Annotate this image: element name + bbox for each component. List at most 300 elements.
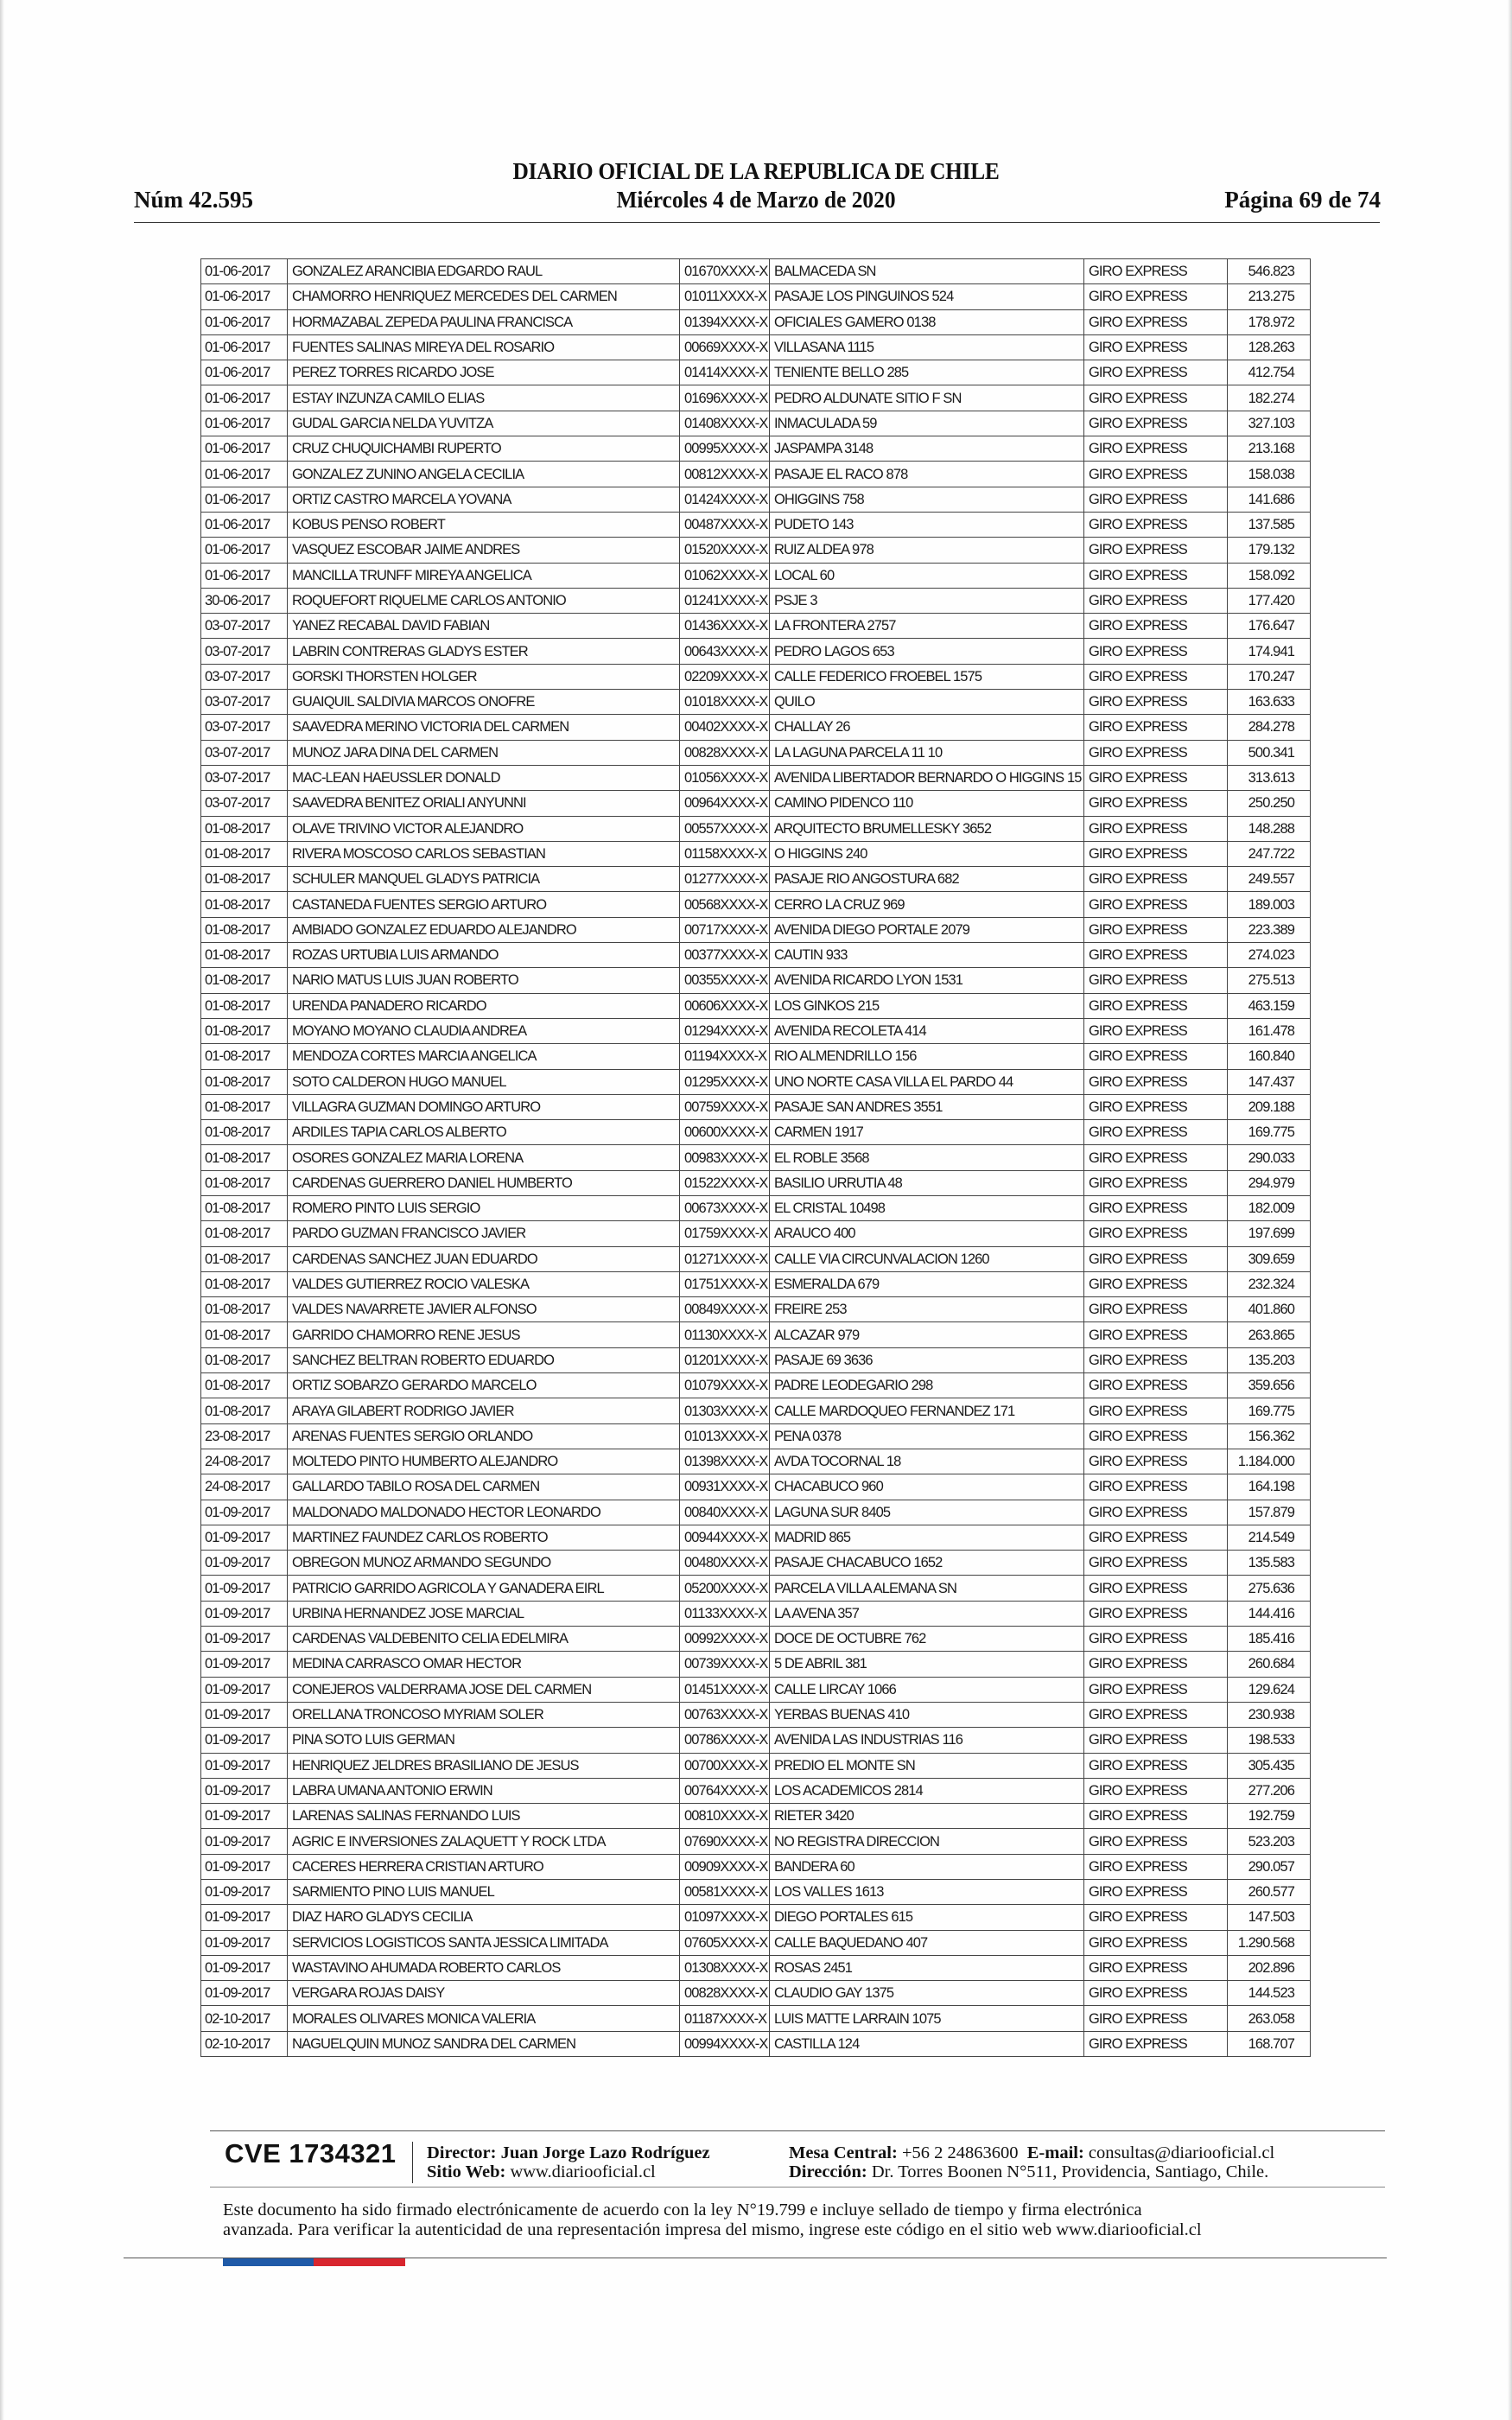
amount-cell: 156.362 [1228,1423,1311,1449]
type-cell: GIRO EXPRESS [1084,259,1228,284]
type-cell: GIRO EXPRESS [1084,1094,1228,1119]
name-cell: DIAZ HARO GLADYS CECILIA [288,1905,680,1930]
type-cell: GIRO EXPRESS [1084,1145,1228,1170]
address-cell: PARCELA VILLA ALEMANA SN [770,1576,1084,1601]
rut-cell: 05200XXXX-X [680,1576,770,1601]
table-row [201,1398,1311,1423]
table-row [201,1576,1311,1601]
address-cell: AVENIDA LAS INDUSTRIAS 116 [770,1728,1084,1753]
issue-date: Miércoles 4 de Marzo de 2020 [616,187,896,213]
date-cell: 01-09-2017 [201,1702,288,1727]
rut-cell: 01079XXXX-X [680,1373,770,1398]
rut-cell: 00377XXXX-X [680,943,770,968]
type-cell: GIRO EXPRESS [1084,1423,1228,1449]
table-row [201,1449,1311,1474]
amount-cell: 182.009 [1228,1195,1311,1220]
address-cell: JASPAMPA 3148 [770,436,1084,462]
date-cell: 01-06-2017 [201,512,288,537]
address-cell: PENA 0378 [770,1423,1084,1449]
type-cell: GIRO EXPRESS [1084,791,1228,816]
rut-cell: 01303XXXX-X [680,1398,770,1423]
type-cell: GIRO EXPRESS [1084,512,1228,537]
site-link[interactable]: www.diariooficial.cl [510,2162,656,2181]
table-row [201,1778,1311,1803]
amount-cell: 129.624 [1228,1677,1311,1702]
date-cell: 01-09-2017 [201,1955,288,1980]
type-cell: GIRO EXPRESS [1084,1373,1228,1398]
date-cell: 01-06-2017 [201,334,288,360]
name-cell: SANCHEZ BELTRAN ROBERTO EDUARDO [288,1347,680,1372]
table-row [201,1120,1311,1145]
date-cell: 23-08-2017 [201,1423,288,1449]
table-row [201,892,1311,917]
name-cell: CARDENAS VALDEBENITO CELIA EDELMIRA [288,1627,680,1652]
date-cell: 01-06-2017 [201,462,288,487]
type-cell: GIRO EXPRESS [1084,2006,1228,2031]
type-cell: GIRO EXPRESS [1084,841,1228,866]
table-row [201,1018,1311,1043]
address-cell: ALCAZAR 979 [770,1322,1084,1347]
type-cell: GIRO EXPRESS [1084,1854,1228,1879]
type-cell: GIRO EXPRESS [1084,1474,1228,1500]
table-row [201,1829,1311,1854]
type-cell: GIRO EXPRESS [1084,2031,1228,2056]
address-cell: EL ROBLE 3568 [770,1145,1084,1170]
type-cell: GIRO EXPRESS [1084,690,1228,715]
address-cell: CARMEN 1917 [770,1120,1084,1145]
type-cell: GIRO EXPRESS [1084,1069,1228,1094]
amount-cell: 198.533 [1228,1728,1311,1753]
address-cell: ROSAS 2451 [770,1955,1084,1980]
address-cell: AVENIDA RICARDO LYON 1531 [770,968,1084,993]
table-row [201,1195,1311,1220]
name-cell: MEDINA CARRASCO OMAR HECTOR [288,1652,680,1677]
type-cell: GIRO EXPRESS [1084,411,1228,436]
address-cell: RUIZ ALDEA 978 [770,538,1084,563]
amount-cell: 168.707 [1228,2031,1311,2056]
rut-cell: 01696XXXX-X [680,385,770,411]
rut-cell: 01394XXXX-X [680,309,770,334]
name-cell: GALLARDO TABILO ROSA DEL CARMEN [288,1474,680,1500]
address-cell: OHIGGINS 758 [770,487,1084,512]
records-table [200,258,1311,2057]
table-row [201,1652,1311,1677]
name-cell: VALDES GUTIERREZ ROCIO VALESKA [288,1271,680,1296]
rut-cell: 00557XXXX-X [680,816,770,841]
address-cell: AVENIDA RECOLETA 414 [770,1018,1084,1043]
amount-cell: 230.938 [1228,1702,1311,1727]
amount-cell: 128.263 [1228,334,1311,360]
type-cell: GIRO EXPRESS [1084,1955,1228,1980]
table-row [201,1500,1311,1525]
rut-cell: 01097XXXX-X [680,1905,770,1930]
rut-cell: 01308XXXX-X [680,1955,770,1980]
amount-cell: 182.274 [1228,385,1311,411]
rut-cell: 01187XXXX-X [680,2006,770,2031]
type-cell: GIRO EXPRESS [1084,1652,1228,1677]
rut-cell: 00763XXXX-X [680,1702,770,1727]
amount-cell: 232.324 [1228,1271,1311,1296]
name-cell: ESTAY INZUNZA CAMILO ELIAS [288,385,680,411]
amount-cell: 1.290.568 [1228,1930,1311,1955]
name-cell: NAGUELQUIN MUNOZ SANDRA DEL CARMEN [288,2031,680,2056]
amount-cell: 135.203 [1228,1347,1311,1372]
type-cell: GIRO EXPRESS [1084,1576,1228,1601]
name-cell: CONEJEROS VALDERRAMA JOSE DEL CARMEN [288,1677,680,1702]
table-row [201,1297,1311,1322]
name-cell: SERVICIOS LOGISTICOS SANTA JESSICA LIMITADA [288,1930,680,1955]
date-cell: 01-09-2017 [201,1981,288,2006]
name-cell: LABRIN CONTRERAS GLADYS ESTER [288,639,680,664]
amount-cell: 284.278 [1228,715,1311,740]
name-cell: MOYANO MOYANO CLAUDIA ANDREA [288,1018,680,1043]
type-cell: GIRO EXPRESS [1084,1221,1228,1246]
address-cell: QUILO [770,690,1084,715]
rut-cell: 00828XXXX-X [680,740,770,765]
name-cell: SOTO CALDERON HUGO MANUEL [288,1069,680,1094]
table-row [201,1525,1311,1550]
name-cell: PARDO GUZMAN FRANCISCO JAVIER [288,1221,680,1246]
type-cell: GIRO EXPRESS [1084,664,1228,689]
amount-cell: 161.478 [1228,1018,1311,1043]
amount-cell: 147.437 [1228,1069,1311,1094]
rut-cell: 01424XXXX-X [680,487,770,512]
director-block [427,2143,710,2181]
date-cell: 24-08-2017 [201,1474,288,1500]
type-cell: GIRO EXPRESS [1084,487,1228,512]
name-cell: SCHULER MANQUEL GLADYS PATRICIA [288,867,680,892]
table-row [201,1474,1311,1500]
amount-cell: 277.206 [1228,1778,1311,1803]
date-cell: 01-08-2017 [201,867,288,892]
type-cell: GIRO EXPRESS [1084,867,1228,892]
address-cell: DOCE DE OCTUBRE 762 [770,1627,1084,1652]
address-cell: CHACABUCO 960 [770,1474,1084,1500]
date-cell: 03-07-2017 [201,690,288,715]
table-row [201,639,1311,664]
type-cell: GIRO EXPRESS [1084,1702,1228,1727]
date-cell: 01-09-2017 [201,1880,288,1905]
issue-number: Núm 42.595 [134,187,254,213]
type-cell: GIRO EXPRESS [1084,334,1228,360]
address-cell: BASILIO URRUTIA 48 [770,1170,1084,1195]
name-cell: MANCILLA TRUNFF MIREYA ANGELICA [288,563,680,588]
rut-cell: 01436XXXX-X [680,614,770,639]
type-cell: GIRO EXPRESS [1084,1930,1228,1955]
rut-cell: 01130XXXX-X [680,1322,770,1347]
date-cell: 01-08-2017 [201,1069,288,1094]
name-cell: MAC-LEAN HAEUSSLER DONALD [288,765,680,790]
date-cell: 01-06-2017 [201,411,288,436]
rut-cell: 01294XXXX-X [680,1018,770,1043]
address-cell: LOS GINKOS 215 [770,993,1084,1018]
address-cell: CAMINO PIDENCO 110 [770,791,1084,816]
rut-cell: 00402XXXX-X [680,715,770,740]
address-cell: PASAJE CHACABUCO 1652 [770,1551,1084,1576]
rut-cell: 01670XXXX-X [680,259,770,284]
amount-cell: 412.754 [1228,360,1311,385]
date-cell: 01-08-2017 [201,1018,288,1043]
flag-red-segment [314,2258,405,2266]
amount-cell: 274.023 [1228,943,1311,968]
amount-cell: 135.583 [1228,1551,1311,1576]
address-cell: PEDRO LAGOS 653 [770,639,1084,664]
type-cell: GIRO EXPRESS [1084,1551,1228,1576]
address-cell: LOS ACADEMICOS 2814 [770,1778,1084,1803]
amount-cell: 148.288 [1228,816,1311,841]
address-cell: LA FRONTERA 2757 [770,614,1084,639]
address-cell: AVENIDA LIBERTADOR BERNARDO O HIGGINS 15 [770,765,1084,790]
date-cell: 03-07-2017 [201,639,288,664]
amount-cell: 174.941 [1228,639,1311,664]
address-cell: AVDA TOCORNAL 18 [770,1449,1084,1474]
type-cell: GIRO EXPRESS [1084,917,1228,942]
email-label: E-mail: [1026,2143,1084,2162]
address-cell: PREDIO EL MONTE SN [770,1753,1084,1778]
type-cell: GIRO EXPRESS [1084,1195,1228,1220]
table-row [201,284,1311,309]
table-row [201,1246,1311,1271]
amount-cell: 290.057 [1228,1854,1311,1879]
type-cell: GIRO EXPRESS [1084,765,1228,790]
type-cell: GIRO EXPRESS [1084,639,1228,664]
date-cell: 01-06-2017 [201,563,288,588]
address-cell: PUDETO 143 [770,512,1084,537]
date-cell: 01-08-2017 [201,993,288,1018]
amount-cell: 500.341 [1228,740,1311,765]
rut-cell: 00673XXXX-X [680,1195,770,1220]
rut-cell: 00995XXXX-X [680,436,770,462]
footer-divider-middle [210,2187,1385,2188]
name-cell: SAAVEDRA BENITEZ ORIALI ANYUNNI [288,791,680,816]
rut-cell: 00487XXXX-X [680,512,770,537]
name-cell: HORMAZABAL ZEPEDA PAULINA FRANCISCA [288,309,680,334]
rut-cell: 01018XXXX-X [680,690,770,715]
type-cell: GIRO EXPRESS [1084,1880,1228,1905]
type-cell: GIRO EXPRESS [1084,614,1228,639]
name-cell: VASQUEZ ESCOBAR JAIME ANDRES [288,538,680,563]
address-cell: 5 DE ABRIL 381 [770,1652,1084,1677]
name-cell: CASTANEDA FUENTES SERGIO ARTURO [288,892,680,917]
address-cell: O HIGGINS 240 [770,841,1084,866]
amount-cell: 144.523 [1228,1981,1311,2006]
name-cell: ARDILES TAPIA CARLOS ALBERTO [288,1120,680,1145]
name-cell: CACERES HERRERA CRISTIAN ARTURO [288,1854,680,1879]
date-cell: 01-08-2017 [201,1120,288,1145]
email-link[interactable]: consultas@diariooficial.cl [1088,2143,1275,2162]
type-cell: GIRO EXPRESS [1084,1120,1228,1145]
address-cell: CALLE BAQUEDANO 407 [770,1930,1084,1955]
address-cell: ARQUITECTO BRUMELLESKY 3652 [770,816,1084,841]
date-cell: 03-07-2017 [201,614,288,639]
rut-cell: 00606XXXX-X [680,993,770,1018]
date-cell: 01-06-2017 [201,538,288,563]
amount-cell: 202.896 [1228,1955,1311,1980]
type-cell: GIRO EXPRESS [1084,1297,1228,1322]
rut-cell: 01062XXXX-X [680,563,770,588]
table-row [201,2006,1311,2031]
address-cell: LA AVENA 357 [770,1601,1084,1626]
date-cell: 01-09-2017 [201,1854,288,1879]
name-cell: MENDOZA CORTES MARCIA ANGELICA [288,1044,680,1069]
address-cell: UNO NORTE CASA VILLA EL PARDO 44 [770,1069,1084,1094]
table-row [201,563,1311,588]
name-cell: OLAVE TRIVINO VICTOR ALEJANDRO [288,816,680,841]
rut-cell: 01158XXXX-X [680,841,770,866]
type-cell: GIRO EXPRESS [1084,1981,1228,2006]
table-row [201,993,1311,1018]
mesa-phone: +56 2 24863600 [901,2143,1019,2162]
rut-cell: 00944XXXX-X [680,1525,770,1550]
amount-cell: 263.058 [1228,2006,1311,2031]
table-row [201,1627,1311,1652]
page-edge-right [1508,0,1512,2420]
name-cell: HENRIQUEZ JELDRES BRASILIANO DE JESUS [288,1753,680,1778]
name-cell: ROMERO PINTO LUIS SERGIO [288,1195,680,1220]
type-cell: GIRO EXPRESS [1084,1170,1228,1195]
date-cell: 02-10-2017 [201,2006,288,2031]
name-cell: VILLAGRA GUZMAN DOMINGO ARTURO [288,1094,680,1119]
name-cell: GUAIQUIL SALDIVIA MARCOS ONOFRE [288,690,680,715]
rut-cell: 00600XXXX-X [680,1120,770,1145]
table-row [201,462,1311,487]
date-cell: 01-09-2017 [201,1829,288,1854]
address-cell: FREIRE 253 [770,1297,1084,1322]
date-cell: 01-06-2017 [201,436,288,462]
address-cell: PEDRO ALDUNATE SITIO F SN [770,385,1084,411]
rut-cell: 00581XXXX-X [680,1880,770,1905]
name-cell: CARDENAS SANCHEZ JUAN EDUARDO [288,1246,680,1271]
page-number: Página 69 de 74 [1224,187,1381,213]
name-cell: ORELLANA TRONCOSO MYRIAM SOLER [288,1702,680,1727]
site-label: Sitio Web: [427,2162,506,2181]
amount-cell: 177.420 [1228,588,1311,613]
name-cell: CRUZ CHUQUICHAMBI RUPERTO [288,436,680,462]
date-cell: 01-08-2017 [201,943,288,968]
rut-cell: 00992XXXX-X [680,1627,770,1652]
date-cell: 01-09-2017 [201,1677,288,1702]
table-row [201,968,1311,993]
name-cell: ARAYA GILABERT RODRIGO JAVIER [288,1398,680,1423]
name-cell: NARIO MATUS LUIS JUAN ROBERTO [288,968,680,993]
amount-cell: 546.823 [1228,259,1311,284]
table-row [201,334,1311,360]
address-value: Dr. Torres Boonen N°511, Providencia, Santiago, Chile. [871,2162,1269,2181]
gazette-title: DIARIO OFICIAL DE LA REPUBLICA DE CHILE [512,158,1000,184]
rut-cell: 00764XXXX-X [680,1778,770,1803]
address-cell: RIETER 3420 [770,1804,1084,1829]
amount-cell: 185.416 [1228,1627,1311,1652]
table-row [201,1905,1311,1930]
address-cell: BANDERA 60 [770,1854,1084,1879]
rut-cell: 00480XXXX-X [680,1551,770,1576]
rut-cell: 00828XXXX-X [680,1981,770,2006]
mesa-label: Mesa Central: [789,2143,898,2162]
address-cell: CALLE VIA CIRCUNVALACION 1260 [770,1246,1084,1271]
amount-cell: 260.684 [1228,1652,1311,1677]
rut-cell: 01194XXXX-X [680,1044,770,1069]
rut-cell: 00812XXXX-X [680,462,770,487]
date-cell: 01-08-2017 [201,1195,288,1220]
table-row [201,1094,1311,1119]
type-cell: GIRO EXPRESS [1084,1804,1228,1829]
table-row [201,1753,1311,1778]
date-cell: 01-06-2017 [201,487,288,512]
type-cell: GIRO EXPRESS [1084,892,1228,917]
rut-cell: 00909XXXX-X [680,1854,770,1879]
date-cell: 01-09-2017 [201,1500,288,1525]
date-cell: 01-09-2017 [201,1905,288,1930]
date-cell: 01-06-2017 [201,259,288,284]
amount-cell: 144.416 [1228,1601,1311,1626]
name-cell: GONZALEZ ZUNINO ANGELA CECILIA [288,462,680,487]
amount-cell: 263.865 [1228,1322,1311,1347]
amount-cell: 179.132 [1228,538,1311,563]
amount-cell: 305.435 [1228,1753,1311,1778]
name-cell: AGRIC E INVERSIONES ZALAQUETT Y ROCK LTDA [288,1829,680,1854]
amount-cell: 260.577 [1228,1880,1311,1905]
address-cell: PASAJE LOS PINGUINOS 524 [770,284,1084,309]
address-cell: NO REGISTRA DIRECCION [770,1829,1084,1854]
footer-divider-top [210,2130,1385,2131]
address-cell: CALLE FEDERICO FROEBEL 1575 [770,664,1084,689]
table-row [201,816,1311,841]
table-row [201,690,1311,715]
date-cell: 01-09-2017 [201,1778,288,1803]
rut-cell: 01011XXXX-X [680,284,770,309]
date-cell: 01-09-2017 [201,1930,288,1955]
date-cell: 01-08-2017 [201,1373,288,1398]
amount-cell: 213.168 [1228,436,1311,462]
type-cell: GIRO EXPRESS [1084,1246,1228,1271]
rut-cell: 00355XXXX-X [680,968,770,993]
type-cell: GIRO EXPRESS [1084,993,1228,1018]
name-cell: OBREGON MUNOZ ARMANDO SEGUNDO [288,1551,680,1576]
table-row [201,740,1311,765]
rut-cell: 00700XXXX-X [680,1753,770,1778]
address-cell: CHALLAY 26 [770,715,1084,740]
amount-cell: 250.250 [1228,791,1311,816]
table-row [201,917,1311,942]
date-cell: 02-10-2017 [201,2031,288,2056]
address-cell: CLAUDIO GAY 1375 [770,1981,1084,2006]
name-cell: WASTAVINO AHUMADA ROBERTO CARLOS [288,1955,680,1980]
address-cell: PSJE 3 [770,588,1084,613]
name-cell: CHAMORRO HENRIQUEZ MERCEDES DEL CARMEN [288,284,680,309]
amount-cell: 214.549 [1228,1525,1311,1550]
name-cell: SARMIENTO PINO LUIS MANUEL [288,1880,680,1905]
amount-cell: 170.247 [1228,664,1311,689]
date-cell: 01-09-2017 [201,1652,288,1677]
type-cell: GIRO EXPRESS [1084,740,1228,765]
amount-cell: 164.198 [1228,1474,1311,1500]
table-row [201,1804,1311,1829]
table-row [201,1271,1311,1296]
table-row [201,1170,1311,1195]
table-row [201,538,1311,563]
rut-cell: 00739XXXX-X [680,1652,770,1677]
type-cell: GIRO EXPRESS [1084,1322,1228,1347]
name-cell: MOLTEDO PINTO HUMBERTO ALEJANDRO [288,1449,680,1474]
address-label: Dirección: [789,2162,867,2181]
date-cell: 01-09-2017 [201,1576,288,1601]
address-cell: CALLE LIRCAY 1066 [770,1677,1084,1702]
table-row [201,1880,1311,1905]
legal-notice [223,2200,1381,2239]
table-row [201,1854,1311,1879]
type-cell: GIRO EXPRESS [1084,1500,1228,1525]
table-row [201,1373,1311,1398]
